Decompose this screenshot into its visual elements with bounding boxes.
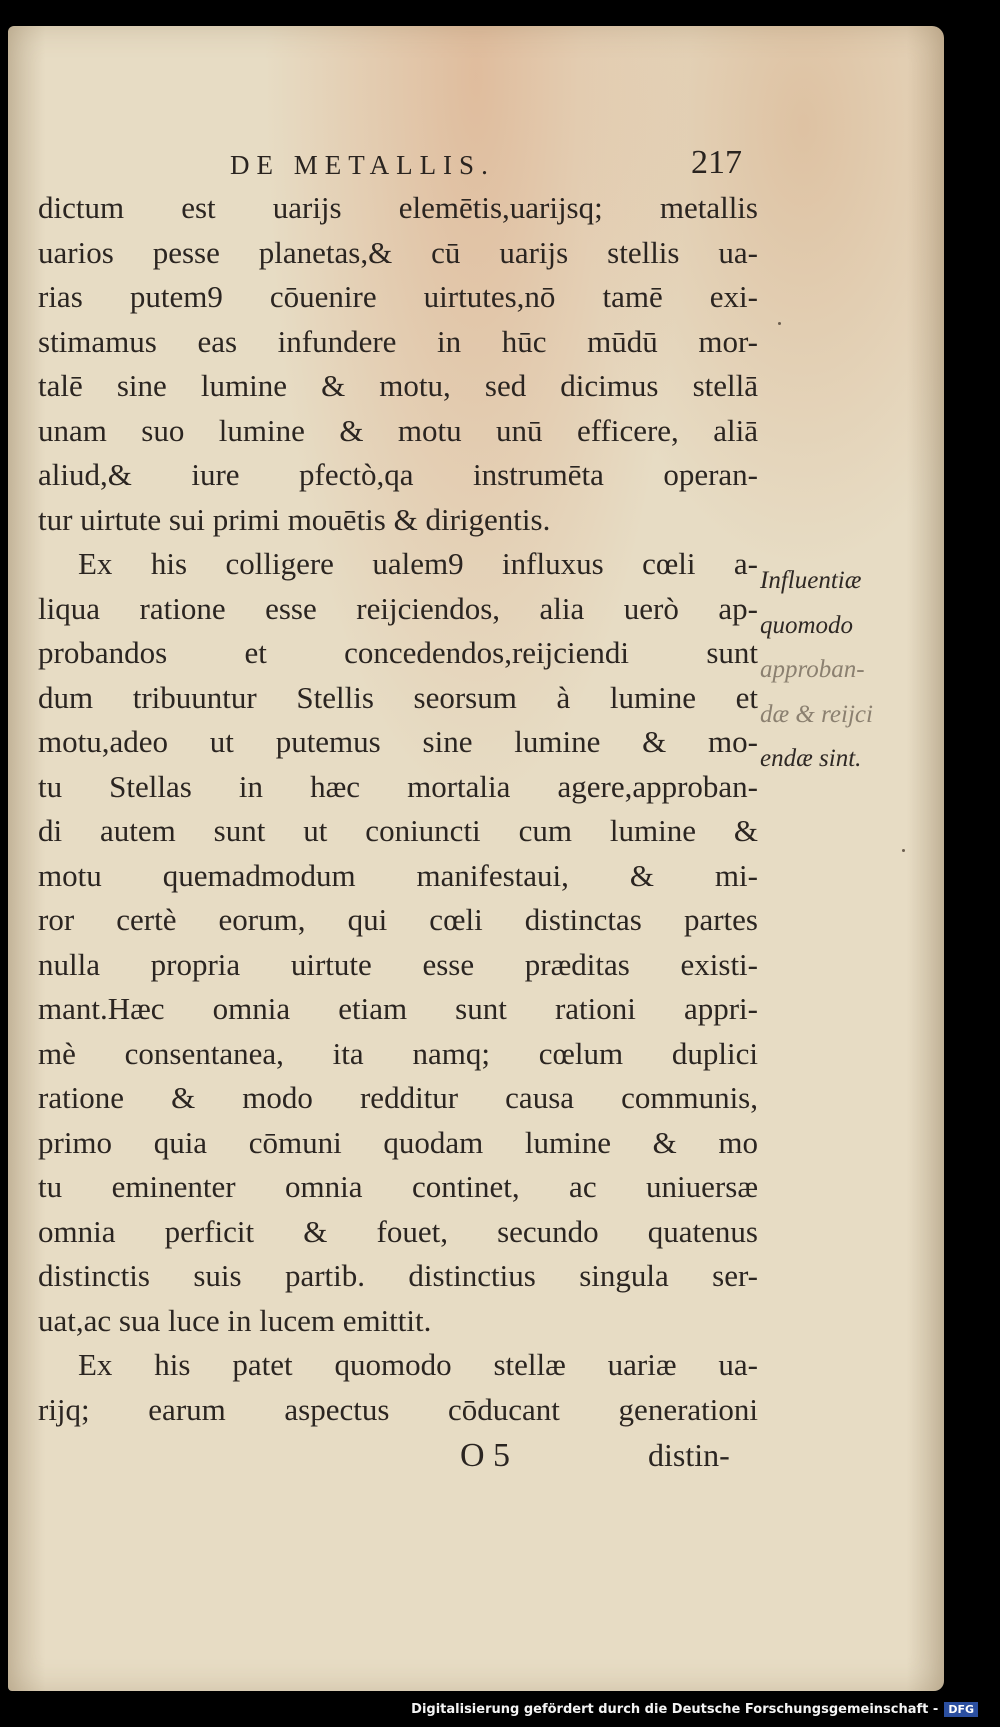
text-line: tur uirtute sui primi mouētis & dirigentis. — [38, 501, 551, 537]
paper-speck — [778, 322, 781, 325]
text-line: Ex his patet quomodo stellæ uariæ ua- — [78, 1347, 758, 1382]
digitization-credit — [411, 1697, 978, 1721]
text-line: distinctis suis partib. distinctius singula ser- — [38, 1258, 758, 1293]
text-line: rijq; earum aspectus cōducant generationi — [38, 1391, 758, 1427]
running-title: DE METALLIS. — [230, 150, 495, 180]
text-line: Ex his colligere ualem9 influxus cœli a- — [78, 546, 758, 581]
text-line: motu,adeo ut putemus sine lumine & mo- — [38, 724, 758, 759]
text-line: uarios pesse planetas,& cū uarijs stellis ua- — [38, 234, 758, 270]
text-line: tu Stellas in hæc mortalia agere,approban- — [38, 768, 758, 804]
running-head — [8, 136, 944, 186]
marginal-note-line: dæ & reijci — [760, 700, 873, 728]
marginal-note — [760, 559, 940, 782]
text-line: nulla propria uirtute esse præditas existi- — [38, 946, 758, 982]
body-text — [38, 186, 758, 1432]
marginal-note-line: approban- — [760, 656, 865, 683]
text-line: tu eminenter omnia continet, ac uniuersæ — [38, 1169, 758, 1204]
text-line: ratione & modo redditur causa communis, — [38, 1080, 758, 1115]
text-line: ror certè eorum, qui cœli distinctas partes — [38, 902, 758, 937]
text-line: stimamus eas infundere in hūc mūdū mor- — [38, 323, 758, 359]
page-number: 217 — [691, 144, 742, 181]
text-line: di autem sunt ut coniuncti cum lumine & — [38, 813, 758, 848]
text-line: dum tribuuntur Stellis seorsum à lumine et — [38, 679, 758, 715]
text-line: dictum est uarijs elemētis,uarijsq; metallis — [38, 190, 758, 225]
text-line: rias putem9 cōuenire uirtutes,nō tamē exi- — [38, 279, 758, 314]
text-line: mè consentanea, ita namq; cœlum duplici — [38, 1035, 758, 1071]
text-line: omnia perficit & fouet, secundo quatenus — [38, 1213, 758, 1249]
text-line: liqua ratione esse reijciendos, alia uerò ap- — [38, 590, 758, 626]
marginal-note-line: quomodo — [760, 611, 854, 639]
catchword: distin- — [648, 1437, 730, 1473]
credit-text: Digitalisierung gefördert durch die Deutsche Forschungsgemeinschaft - — [411, 1701, 939, 1717]
catchword-line — [38, 1437, 758, 1487]
text-line: unam suo lumine & motu unū efficere, aliā — [38, 412, 758, 448]
text-line: uat,ac sua luce in lucem emittit. — [38, 1302, 432, 1338]
text-line: motu quemadmodum manifestaui, & mi- — [38, 857, 758, 893]
book-page — [8, 26, 944, 1691]
marginal-note-line: endæ sint. — [760, 745, 862, 772]
text-line: aliud,& iure pfectò,qa instrumēta operan- — [38, 457, 758, 492]
marginal-note-line: Influentiæ — [760, 567, 862, 594]
signature-mark: O 5 — [460, 1437, 511, 1474]
paper-speck — [902, 849, 905, 852]
text-line: primo quia cōmuni quodam lumine & mo — [38, 1124, 758, 1160]
text-line: mant.Hæc omnia etiam sunt rationi appri- — [38, 991, 758, 1026]
text-line: probandos et concedendos,reijciendi sunt — [38, 635, 758, 670]
dfg-logo: DFG — [944, 1702, 978, 1717]
text-line: talē sine lumine & motu, sed dicimus stellā — [38, 368, 758, 403]
